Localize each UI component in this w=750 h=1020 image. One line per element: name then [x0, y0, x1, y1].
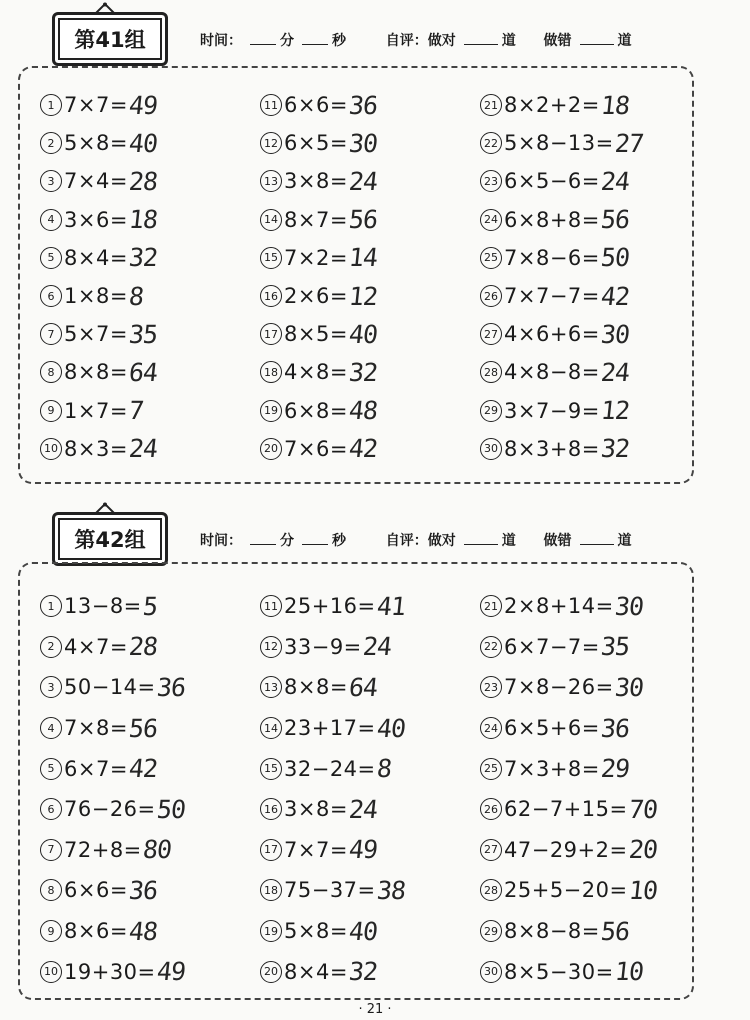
exercise-item: [480, 708, 657, 749]
exercise-box: [18, 562, 694, 1000]
correct-count-blank[interactable]: [464, 32, 498, 45]
exercise-item: [480, 951, 657, 992]
item-expression: 6×6=: [64, 878, 128, 903]
item-number-badge: 21: [480, 94, 502, 116]
item-expression: 6×6=: [284, 93, 348, 118]
exercise-item: [40, 667, 185, 708]
item-expression: 75−37=: [284, 878, 376, 903]
exercise-item: [480, 239, 643, 277]
item-expression: 4×8−8=: [504, 360, 600, 385]
item-answer[interactable]: 36: [599, 713, 631, 743]
wrong-label: 做错: [543, 533, 572, 549]
item-answer[interactable]: 8: [375, 754, 393, 784]
item-expression: 50−14=: [64, 675, 156, 700]
correct-unit: 道: [501, 533, 516, 549]
exercise-item: [260, 124, 377, 162]
exercise-column: [480, 86, 643, 468]
item-number-badge: 10: [40, 438, 62, 460]
group-title: 第41组: [52, 12, 168, 66]
exercise-item: [260, 830, 405, 871]
exercise-item: [260, 392, 377, 430]
item-number-badge: 26: [480, 285, 502, 307]
item-number-badge: 18: [260, 879, 282, 901]
exercise-item: [40, 586, 185, 627]
item-number-badge: 19: [260, 920, 282, 942]
item-answer[interactable]: 30: [599, 319, 631, 349]
item-answer[interactable]: 24: [599, 166, 631, 196]
exercise-item: [480, 870, 657, 911]
item-answer[interactable]: 40: [127, 128, 159, 158]
wrong-unit: 道: [617, 533, 632, 549]
item-answer[interactable]: 64: [127, 357, 159, 387]
item-number-badge: 11: [260, 94, 282, 116]
wrong-count-blank[interactable]: [580, 32, 614, 45]
exercise-item: [40, 162, 157, 200]
item-answer[interactable]: 28: [127, 166, 159, 196]
item-expression: 8×8=: [284, 675, 348, 700]
item-answer[interactable]: 40: [347, 916, 379, 946]
item-answer[interactable]: 12: [347, 281, 379, 311]
exercise-item: [260, 353, 377, 391]
exercise-item: [40, 627, 185, 668]
exercise-item: [40, 124, 157, 162]
item-number-badge: 25: [480, 758, 502, 780]
exercise-item: [260, 201, 377, 239]
item-answer[interactable]: 24: [347, 794, 379, 824]
item-number-badge: 14: [260, 209, 282, 231]
exercise-item: [40, 239, 157, 277]
item-answer[interactable]: 56: [127, 713, 159, 743]
item-number-badge: 24: [480, 209, 502, 231]
item-answer[interactable]: 42: [599, 281, 631, 311]
item-answer[interactable]: 29: [599, 754, 631, 784]
exercise-item: [480, 667, 657, 708]
exercise-item: [40, 830, 185, 871]
second-label: 秒: [332, 533, 346, 549]
self-eval-label: 自评：做对: [385, 33, 456, 49]
item-expression: 8×3+8=: [504, 436, 600, 461]
item-expression: 6×7=: [64, 756, 128, 781]
exercise-item: [480, 124, 643, 162]
item-answer[interactable]: 80: [141, 835, 173, 865]
item-answer[interactable]: 14: [347, 243, 379, 273]
item-expression: 19+30=: [64, 959, 156, 984]
item-expression: 5×8=: [284, 919, 348, 944]
self-eval-label: 自评：做对: [385, 533, 456, 549]
item-answer[interactable]: 64: [347, 672, 379, 702]
minute-label: 分: [280, 533, 294, 549]
item-answer[interactable]: 18: [127, 205, 159, 235]
item-answer[interactable]: 24: [361, 632, 393, 662]
item-number-badge: 16: [260, 285, 282, 307]
item-number-badge: 26: [480, 798, 502, 820]
item-answer[interactable]: 42: [347, 434, 379, 464]
item-expression: 8×6=: [64, 919, 128, 944]
item-expression: 72+8=: [64, 837, 142, 862]
item-answer[interactable]: 36: [127, 875, 159, 905]
item-answer[interactable]: 32: [347, 357, 379, 387]
item-number-badge: 3: [40, 170, 62, 192]
exercise-item: [480, 277, 643, 315]
item-answer[interactable]: 28: [127, 632, 159, 662]
exercise-item: [480, 392, 643, 430]
item-expression: 3×8=: [284, 797, 348, 822]
item-expression: 32−24=: [284, 756, 376, 781]
exercise-box: [18, 66, 694, 484]
item-answer[interactable]: 20: [627, 835, 659, 865]
item-answer[interactable]: 30: [613, 591, 645, 621]
exercise-item: [260, 430, 377, 468]
wrong-unit: 道: [617, 33, 632, 49]
item-answer[interactable]: 24: [599, 357, 631, 387]
item-number-badge: 8: [40, 879, 62, 901]
exercise-item: [40, 870, 185, 911]
item-number-badge: 30: [480, 961, 502, 983]
item-number-badge: 16: [260, 798, 282, 820]
item-answer[interactable]: 32: [347, 957, 379, 987]
exercise-column: [260, 86, 377, 468]
item-number-badge: 27: [480, 323, 502, 345]
item-number-badge: 1: [40, 595, 62, 617]
item-expression: 8×8−8=: [504, 919, 600, 944]
item-answer[interactable]: 56: [599, 205, 631, 235]
exercise-item: [480, 789, 657, 830]
item-number-badge: 17: [260, 323, 282, 345]
item-expression: 7×3+8=: [504, 756, 600, 781]
item-answer[interactable]: 24: [127, 434, 159, 464]
exercise-item: [480, 315, 643, 353]
item-expression: 3×8=: [284, 169, 348, 194]
item-answer[interactable]: 32: [127, 243, 159, 273]
item-expression: 6×5+6=: [504, 716, 600, 741]
item-expression: 7×8−6=: [504, 245, 600, 270]
item-answer[interactable]: 36: [155, 672, 187, 702]
exercise-item: [40, 353, 157, 391]
item-answer[interactable]: 48: [127, 916, 159, 946]
item-answer[interactable]: 32: [599, 434, 631, 464]
exercise-item: [260, 911, 405, 952]
item-expression: 25+16=: [284, 594, 376, 619]
item-number-badge: 6: [40, 798, 62, 820]
item-expression: 8×5−30=: [504, 959, 614, 984]
item-answer[interactable]: 49: [127, 90, 159, 120]
item-number-badge: 7: [40, 323, 62, 345]
item-expression: 8×4=: [64, 245, 128, 270]
item-number-badge: 10: [40, 961, 62, 983]
item-expression: 7×6=: [284, 436, 348, 461]
exercise-item: [480, 911, 657, 952]
time-label: 时间：: [200, 33, 242, 49]
exercise-item: [480, 430, 643, 468]
exercise-item: [260, 870, 405, 911]
item-expression: 7×8−26=: [504, 675, 614, 700]
item-expression: 3×6=: [64, 207, 128, 232]
item-number-badge: 20: [260, 961, 282, 983]
item-expression: 6×5=: [284, 131, 348, 156]
item-number-badge: 2: [40, 132, 62, 154]
item-expression: 7×7=: [64, 93, 128, 118]
item-expression: 2×6=: [284, 284, 348, 309]
item-number-badge: 2: [40, 636, 62, 658]
exercise-column: [40, 86, 157, 468]
item-answer[interactable]: 38: [375, 875, 407, 905]
item-answer[interactable]: 30: [347, 128, 379, 158]
second-label: 秒: [332, 33, 346, 49]
item-expression: 5×7=: [64, 322, 128, 347]
item-number-badge: 28: [480, 879, 502, 901]
item-answer[interactable]: 30: [613, 672, 645, 702]
exercise-item: [260, 277, 377, 315]
time-label: 时间：: [200, 533, 242, 549]
correct-unit: 道: [501, 33, 516, 49]
exercise-item: [40, 392, 157, 430]
item-number-badge: 14: [260, 717, 282, 739]
item-number-badge: 5: [40, 247, 62, 269]
exercise-item: [480, 86, 643, 124]
item-answer[interactable]: 50: [155, 794, 187, 824]
item-expression: 23+17=: [284, 716, 376, 741]
item-expression: 4×6+6=: [504, 322, 600, 347]
item-answer[interactable]: 50: [599, 243, 631, 273]
item-expression: 1×8=: [64, 284, 128, 309]
item-number-badge: 22: [480, 636, 502, 658]
exercise-item: [260, 162, 377, 200]
exercise-item: [480, 830, 657, 871]
item-expression: 8×4=: [284, 959, 348, 984]
exercise-item: [480, 201, 643, 239]
item-expression: 2×8+14=: [504, 594, 614, 619]
item-number-badge: 6: [40, 285, 62, 307]
item-number-badge: 1: [40, 94, 62, 116]
exercise-item: [40, 277, 157, 315]
item-answer[interactable]: 35: [127, 319, 159, 349]
item-expression: 6×8+8=: [504, 207, 600, 232]
item-expression: 6×8=: [284, 398, 348, 423]
item-number-badge: 23: [480, 170, 502, 192]
group-header: [200, 30, 636, 50]
exercise-item: [260, 789, 405, 830]
item-number-badge: 9: [40, 920, 62, 942]
item-answer[interactable]: 41: [375, 591, 407, 621]
exercise-group-42: [0, 500, 750, 1000]
item-number-badge: 9: [40, 400, 62, 422]
item-number-badge: 28: [480, 361, 502, 383]
item-expression: 25+5−20=: [504, 878, 628, 903]
item-answer[interactable]: 40: [347, 319, 379, 349]
item-answer[interactable]: 5: [141, 591, 159, 621]
correct-count-blank[interactable]: [464, 532, 498, 545]
exercise-item: [260, 586, 405, 627]
exercise-item: [480, 586, 657, 627]
exercise-item: [260, 951, 405, 992]
item-number-badge: 25: [480, 247, 502, 269]
item-expression: 8×3=: [64, 436, 128, 461]
item-number-badge: 8: [40, 361, 62, 383]
exercise-item: [480, 627, 657, 668]
item-expression: 6×5−6=: [504, 169, 600, 194]
item-expression: 7×8=: [64, 716, 128, 741]
exercise-item: [40, 86, 157, 124]
item-expression: 6×7−7=: [504, 634, 600, 659]
item-number-badge: 15: [260, 247, 282, 269]
page-number: · 21 ·: [358, 1002, 392, 1017]
exercise-item: [480, 748, 657, 789]
minute-blank[interactable]: [250, 32, 276, 45]
item-answer[interactable]: 49: [155, 957, 187, 987]
item-answer[interactable]: 42: [127, 754, 159, 784]
exercise-group-41: [0, 0, 750, 500]
item-answer[interactable]: 40: [375, 713, 407, 743]
item-answer[interactable]: 7: [127, 396, 145, 426]
item-expression: 7×7=: [284, 837, 348, 862]
exercise-item: [260, 748, 405, 789]
item-number-badge: 11: [260, 595, 282, 617]
second-blank[interactable]: [302, 32, 328, 45]
minute-blank[interactable]: [250, 532, 276, 545]
item-expression: 4×8=: [284, 360, 348, 385]
item-number-badge: 4: [40, 717, 62, 739]
item-number-badge: 30: [480, 438, 502, 460]
item-number-badge: 12: [260, 636, 282, 658]
wrong-label: 做错: [543, 33, 572, 49]
item-answer[interactable]: 70: [627, 794, 659, 824]
item-number-badge: 27: [480, 839, 502, 861]
item-number-badge: 17: [260, 839, 282, 861]
item-answer[interactable]: 48: [347, 396, 379, 426]
item-expression: 7×4=: [64, 169, 128, 194]
exercise-item: [480, 162, 643, 200]
item-expression: 7×2=: [284, 245, 348, 270]
exercise-item: [40, 951, 185, 992]
item-answer[interactable]: 10: [627, 875, 659, 905]
item-expression: 8×2+2=: [504, 93, 600, 118]
item-answer[interactable]: 27: [613, 128, 645, 158]
exercise-item: [40, 789, 185, 830]
item-answer[interactable]: 24: [347, 166, 379, 196]
wrong-count-blank[interactable]: [580, 532, 614, 545]
item-answer[interactable]: 35: [599, 632, 631, 662]
item-number-badge: 19: [260, 400, 282, 422]
item-expression: 7×7−7=: [504, 284, 600, 309]
group-header: [200, 530, 636, 550]
exercise-item: [40, 201, 157, 239]
item-number-badge: 29: [480, 920, 502, 942]
item-number-badge: 4: [40, 209, 62, 231]
item-number-badge: 23: [480, 676, 502, 698]
exercise-item: [260, 86, 377, 124]
exercise-item: [260, 239, 377, 277]
item-answer[interactable]: 8: [127, 281, 145, 311]
item-expression: 5×8−13=: [504, 131, 614, 156]
exercise-item: [40, 315, 157, 353]
item-number-badge: 29: [480, 400, 502, 422]
item-number-badge: 15: [260, 758, 282, 780]
item-number-badge: 22: [480, 132, 502, 154]
exercise-item: [40, 708, 185, 749]
item-answer[interactable]: 12: [599, 396, 631, 426]
exercise-column: [480, 586, 657, 992]
item-number-badge: 13: [260, 676, 282, 698]
item-expression: 62−7+15=: [504, 797, 628, 822]
group-title: 第42组: [52, 512, 168, 566]
exercise-item: [260, 667, 405, 708]
item-answer[interactable]: 36: [347, 90, 379, 120]
exercise-item: [40, 430, 157, 468]
item-number-badge: 13: [260, 170, 282, 192]
item-expression: 4×7=: [64, 634, 128, 659]
item-number-badge: 7: [40, 839, 62, 861]
item-number-badge: 12: [260, 132, 282, 154]
item-expression: 8×7=: [284, 207, 348, 232]
item-expression: 8×5=: [284, 322, 348, 347]
item-number-badge: 3: [40, 676, 62, 698]
item-answer[interactable]: 18: [599, 90, 631, 120]
item-answer[interactable]: 10: [613, 957, 645, 987]
exercise-column: [260, 586, 405, 992]
item-expression: 8×8=: [64, 360, 128, 385]
exercise-item: [260, 708, 405, 749]
item-number-badge: 18: [260, 361, 282, 383]
item-answer[interactable]: 56: [347, 205, 379, 235]
item-number-badge: 20: [260, 438, 282, 460]
item-expression: 5×8=: [64, 131, 128, 156]
item-number-badge: 21: [480, 595, 502, 617]
exercise-item: [260, 315, 377, 353]
exercise-item: [260, 627, 405, 668]
item-expression: 13−8=: [64, 594, 142, 619]
item-expression: 47−29+2=: [504, 837, 628, 862]
item-expression: 33−9=: [284, 634, 362, 659]
exercise-item: [40, 748, 185, 789]
item-answer[interactable]: 56: [599, 916, 631, 946]
exercise-item: [40, 911, 185, 952]
item-expression: 1×7=: [64, 398, 128, 423]
minute-label: 分: [280, 33, 294, 49]
item-answer[interactable]: 49: [347, 835, 379, 865]
item-number-badge: 5: [40, 758, 62, 780]
item-expression: 76−26=: [64, 797, 156, 822]
second-blank[interactable]: [302, 532, 328, 545]
item-expression: 3×7−9=: [504, 398, 600, 423]
item-number-badge: 24: [480, 717, 502, 739]
exercise-item: [480, 353, 643, 391]
exercise-column: [40, 586, 185, 992]
